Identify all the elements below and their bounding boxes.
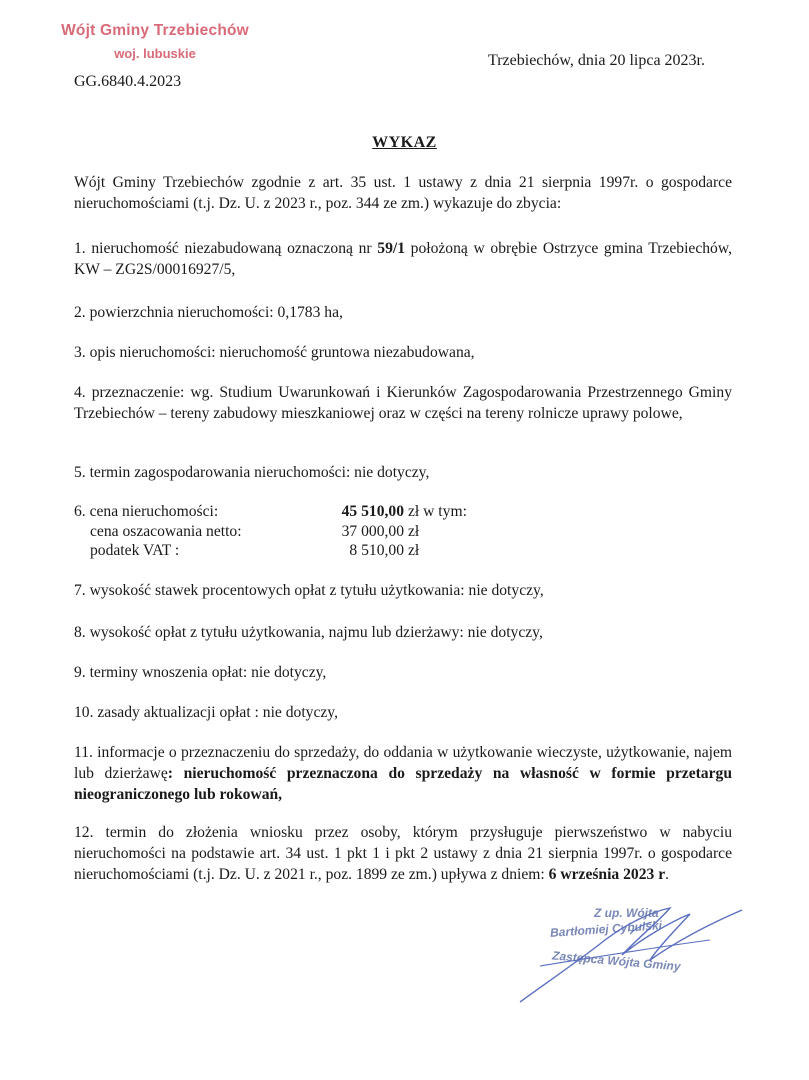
plot-number: 59/1 <box>377 240 405 257</box>
price-value-total: 45 510,00 <box>341 503 404 520</box>
price-table <box>74 502 467 561</box>
price-label-total: 6. cena nieruchomości: <box>74 503 219 520</box>
document-title: WYKAZ <box>372 134 437 151</box>
item-1 <box>74 238 732 280</box>
item-11-bold: : nieruchomość przeznaczona do sprzedaży na własność w formie przetargu nieograniczonego lub rokowań, <box>74 765 732 803</box>
price-row-vat <box>74 541 467 561</box>
item-1-text-b: położoną w obrębie Ostrzyce gmina Trzebiechów, KW – ZG2S/00016927/5, <box>74 240 732 278</box>
price-unit-vat: zł <box>408 542 420 559</box>
stamp-line-1: Wójt Gminy Trzebiechów <box>61 22 249 39</box>
price-row-total <box>74 502 467 522</box>
office-stamp <box>60 22 250 61</box>
item-8: 8. wysokość opłat z tytułu użytkowania, najmu lub dzierżawy: nie dotyczy, <box>74 624 543 641</box>
item-12 <box>74 822 732 885</box>
stamp-line-2: woj. lubuskie <box>114 46 196 61</box>
item-9: 9. terminy wnoszenia opłat: nie dotyczy, <box>74 664 327 681</box>
handwritten-signature <box>510 900 750 1010</box>
signature-block <box>510 900 750 1010</box>
item-11 <box>74 742 732 805</box>
signature-stamp-line-3: Zastępca Wójta Gminy <box>551 948 682 974</box>
item-2: 2. powierzchnia nieruchomości: 0,1783 ha, <box>74 304 343 321</box>
price-label-net: cena oszacowania netto: <box>90 522 242 540</box>
item-1-text-a: 1. nieruchomość niezabudowaną oznaczoną nr <box>74 240 378 257</box>
signature-stamp-line-2: Bartłomiej Cybulski <box>549 918 663 940</box>
price-unit-net: zł <box>408 522 420 540</box>
item-5: 5. termin zagospodarowania nieruchomości: nie dotyczy, <box>74 464 430 481</box>
item-12-text: 12. termin do złożenia wniosku przez osoby, którym przysługuje pierwszeństwo w nabyciu nieruchomości na podstawie art. 34 ust. 1 pkt 1 i pkt 2 ustawy z dnia 21 sierpnia 1997r. o gospodarce nieruchomościami (t.j. Dz. U. z 2021 r., poz. 1899 ze zm.) upływa z dniem: <box>74 824 732 883</box>
deadline-date: 6 września 2023 r <box>548 866 666 883</box>
item-7: 7. wysokość stawek procentowych opłat z tytułu użytkowania: nie dotyczy, <box>74 582 544 599</box>
intro-paragraph: Wójt Gminy Trzebiechów zgodnie z art. 35 ust. 1 ustawy z dnia 21 sierpnia 1997r. o gospodarce nieruchomościami (t.j. Dz. U. z 2023 r., poz. 344 ze zm.) wykazuje do zbycia: <box>74 174 732 212</box>
item-3: 3. opis nieruchomości: nieruchomość gruntowa niezabudowana, <box>74 344 475 361</box>
price-value-net: 37 000,00 <box>341 522 404 540</box>
reference-number: GG.6840.4.2023 <box>74 73 182 90</box>
price-unit-total: zł w tym: <box>408 503 467 520</box>
place-date: Trzebiechów, dnia 20 lipca 2023r. <box>488 52 705 69</box>
item-11-text: 11. informacje o przeznaczeniu do sprzedaży, do oddania w użytkowanie wieczyste, użytkowanie, najem lub dzierżawę <box>74 744 732 782</box>
price-row-net <box>74 522 467 542</box>
price-value-vat: 8 510,00 <box>349 542 404 559</box>
signature-stamp-line-1: Z up. Wójta <box>594 906 659 920</box>
item-12-end: . <box>665 866 670 883</box>
item-10: 10. zasady aktualizacji opłat : nie dotyczy, <box>74 704 338 721</box>
item-4: 4. przeznaczenie: wg. Studium Uwarunkowań i Kierunków Zagospodarowania Przestrzennego Gminy Trzebiechów – tereny zabudowy mieszkaniowej oraz w części na tereny rolnicze uprawy polowe, <box>74 384 732 422</box>
price-label-vat: podatek VAT : <box>90 542 180 559</box>
